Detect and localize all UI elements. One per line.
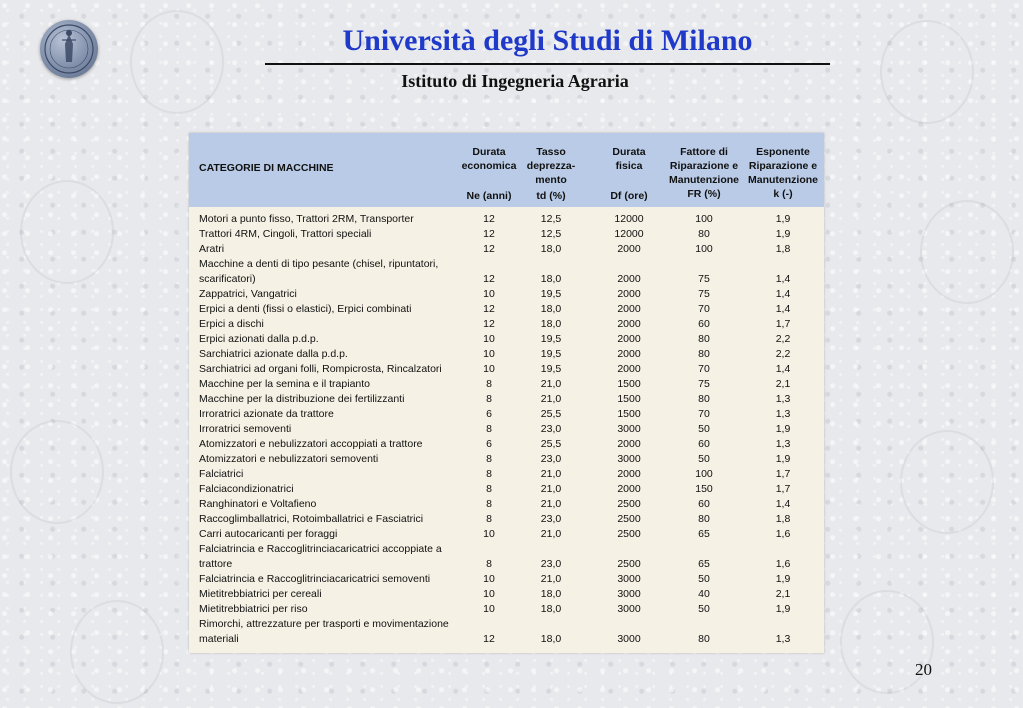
row-fr-cell: 50 [698,423,710,435]
header-fr-line1: Fattore di [680,146,728,158]
row-ne-cell: 12 [483,213,495,225]
header-td-unit: td (%) [536,190,566,202]
row-fr-cell: 100 [695,468,713,480]
row-category: Irroratrici semoventi [199,423,292,435]
title-divider [265,63,830,65]
table-row [189,572,824,587]
row-k-cell: 1,9 [775,228,791,240]
row-td-cell: 23,0 [540,558,562,570]
header-k-line1: Esponente [756,146,810,158]
row-td-cell: 25,5 [540,438,562,450]
row-df-cell: 2500 [617,513,641,525]
row-td-cell: 18,0 [540,243,562,255]
row-fr-cell: 50 [698,603,710,615]
watermark-seal [130,10,224,114]
row-fr-cell: 40 [698,588,710,600]
row-category: Motori a punto fisso, Trattori 2RM, Transporter [199,213,414,225]
table-row [189,422,824,437]
row-fr-cell: 80 [698,228,710,240]
row-fr-cell: 80 [698,393,710,405]
row-fr-cell: 65 [698,558,710,570]
row-k-cell: 1,4 [775,363,791,375]
row-category: Ranghinatori e Voltafieno [199,498,317,510]
row-category: Zappatrici, Vangatrici [199,288,297,300]
row-category: Mietitrebbiatrici per cereali [199,588,322,600]
row-k-cell: 1,8 [775,513,791,525]
table-header [189,133,824,207]
row-td-cell: 18,0 [540,588,562,600]
row-td-cell: 23,0 [540,453,562,465]
row-k-cell: 1,6 [775,528,791,540]
row-fr-cell: 80 [698,513,710,525]
header-td-line1: Tasso [536,146,566,158]
header-k-line3: Manutenzione [748,174,818,186]
row-ne-cell: 10 [483,333,495,345]
row-df-cell: 2500 [617,528,641,540]
row-fr-cell: 60 [698,498,710,510]
row-k-cell: 1,7 [775,483,791,495]
machine-categories-table [189,133,824,653]
row-k-cell: 1,9 [775,573,791,585]
watermark-seal [900,430,994,534]
header-df-line2: fisica [615,160,643,172]
row-df-cell: 2000 [617,318,641,330]
row-df-cell: 3000 [617,633,641,645]
row-category: Falciatrincia e Raccoglitrinciacaricatrici accoppiate a trattore [199,543,442,570]
header-ne-unit: Ne (anni) [466,190,512,202]
row-ne-cell: 10 [483,528,495,540]
row-k-cell: 2,1 [775,588,791,600]
row-category: Sarchiatrici azionate dalla p.d.p. [199,348,348,360]
row-df-cell: 2000 [617,243,641,255]
row-df-cell: 3000 [617,573,641,585]
row-ne-cell: 12 [483,303,495,315]
row-td-cell: 12,5 [540,228,562,240]
row-td-cell: 23,0 [540,513,562,525]
header-fr-unit: FR (%) [687,188,721,200]
row-fr-cell: 100 [695,243,713,255]
row-ne-cell: 10 [483,348,495,360]
row-td-cell: 12,5 [540,213,562,225]
row-td-cell: 21,0 [540,378,562,390]
row-td-cell: 21,0 [540,573,562,585]
row-category: Irroratrici azionate da trattore [199,408,334,420]
header-df-line1: Durata [612,146,646,158]
row-df-cell: 2000 [617,303,641,315]
row-fr-cell: 60 [698,318,710,330]
row-category: Falciacondizionatrici [199,483,294,495]
row-k-cell: 1,6 [775,558,791,570]
row-fr-cell: 60 [698,438,710,450]
row-ne-cell: 10 [483,603,495,615]
row-fr-cell: 70 [698,363,710,375]
row-k-cell: 1,7 [775,468,791,480]
row-k-cell: 1,3 [775,408,791,420]
row-k-cell: 2,1 [775,378,791,390]
row-ne-cell: 12 [483,633,495,645]
table-row [189,452,824,467]
row-df-cell: 1500 [617,378,641,390]
table-row [189,407,824,422]
table-row [189,317,824,332]
row-category: Erpici a dischi [199,318,264,330]
row-df-cell: 2500 [617,498,641,510]
table-row [189,377,824,392]
row-fr-cell: 75 [698,273,710,285]
row-df-cell: 3000 [617,588,641,600]
row-category: Erpici a denti (fissi o elastici), Erpici combinati [199,303,412,315]
table-row [189,602,824,617]
row-td-cell: 18,0 [540,603,562,615]
row-fr-cell: 100 [695,213,713,225]
row-ne-cell: 8 [486,558,492,570]
row-ne-cell: 8 [486,393,492,405]
row-fr-cell: 80 [698,348,710,360]
row-df-cell: 1500 [617,393,641,405]
row-df-cell: 2000 [617,288,641,300]
row-fr-cell: 75 [698,288,710,300]
watermark-seal [10,420,104,524]
row-df-cell: 2000 [617,483,641,495]
row-k-cell: 1,9 [775,603,791,615]
row-td-cell: 23,0 [540,423,562,435]
table-row [189,527,824,542]
table-row [189,302,824,317]
row-df-cell: 2000 [617,438,641,450]
header-k-line2: Riparazione e [748,160,818,172]
row-category: Atomizzatori e nebulizzatori semoventi [199,453,379,465]
table-row [189,617,824,647]
row-category: Sarchiatrici ad organi folli, Rompicrosta, Rincalzatori [199,363,442,375]
row-df-cell: 2000 [617,333,641,345]
row-category: Erpici azionati dalla p.d.p. [199,333,319,345]
row-category: Falciatrici [199,468,244,480]
row-k-cell: 1,4 [775,303,791,315]
row-td-cell: 19,5 [540,288,562,300]
table-row [189,332,824,347]
row-ne-cell: 10 [483,588,495,600]
table-body [189,207,824,653]
row-td-cell: 21,0 [540,528,562,540]
row-td-cell: 21,0 [540,483,562,495]
row-td-cell: 18,0 [540,633,562,645]
row-ne-cell: 10 [483,363,495,375]
row-td-cell: 18,0 [540,303,562,315]
watermark-seal [920,200,1014,304]
row-df-cell: 2000 [617,273,641,285]
row-category: Macchine per la semina e il trapianto [199,378,371,390]
row-df-cell: 12000 [614,213,644,225]
row-k-cell: 1,9 [775,453,791,465]
table-row [189,257,824,287]
row-ne-cell: 6 [486,438,492,450]
row-df-cell: 2000 [617,468,641,480]
header-td-line2: deprezza- [526,160,576,172]
table-row [189,587,824,602]
row-ne-cell: 8 [486,468,492,480]
table-row [189,392,824,407]
row-td-cell: 25,5 [540,408,562,420]
table-row [189,542,824,572]
table-row [189,287,824,302]
watermark-seal [70,600,164,704]
row-fr-cell: 75 [698,378,710,390]
page-subtitle: Istituto di Ingegneria Agraria [401,71,629,91]
table-row [189,212,824,227]
row-k-cell: 1,9 [775,213,791,225]
table-row [189,467,824,482]
header-df-unit: Df (ore) [610,190,648,202]
row-ne-cell: 8 [486,453,492,465]
table-row [189,437,824,452]
header-fr-line3: Manutenzione [669,174,739,186]
header-ne-line1: Durata [472,146,506,158]
university-seal-logo [40,20,98,78]
row-k-cell: 1,3 [775,438,791,450]
row-ne-cell: 8 [486,498,492,510]
row-k-cell: 1,3 [775,393,791,405]
row-td-cell: 21,0 [540,498,562,510]
row-k-cell: 2,2 [775,333,791,345]
table-row [189,227,824,242]
row-category: Trattori 4RM, Cingoli, Trattori speciali [199,228,372,240]
row-category: Carri autocaricanti per foraggi [199,528,338,540]
row-df-cell: 2000 [617,348,641,360]
page-title: Università degli Studi di Milano [342,24,753,57]
row-category: Macchine per la distribuzione dei fertilizzanti [199,393,405,405]
row-category: Rimorchi, attrezzature per trasporti e movimentazione materiali [199,618,449,645]
row-ne-cell: 8 [486,423,492,435]
table-row [189,482,824,497]
row-ne-cell: 12 [483,273,495,285]
row-df-cell: 2000 [617,363,641,375]
table-row [189,362,824,377]
header-td-line3: mento [535,174,567,186]
row-fr-cell: 70 [698,408,710,420]
row-k-cell: 1,4 [775,288,791,300]
watermark-seal [20,180,114,284]
row-k-cell: 2,2 [775,348,791,360]
row-ne-cell: 8 [486,483,492,495]
row-ne-cell: 8 [486,513,492,525]
row-td-cell: 19,5 [540,363,562,375]
row-fr-cell: 50 [698,453,710,465]
table-row [189,242,824,257]
row-ne-cell: 6 [486,408,492,420]
watermark-seal [880,20,974,124]
row-td-cell: 19,5 [540,333,562,345]
row-df-cell: 3000 [617,453,641,465]
row-td-cell: 18,0 [540,273,562,285]
row-k-cell: 1,4 [775,498,791,510]
row-df-cell: 2500 [617,558,641,570]
row-k-cell: 1,4 [775,273,791,285]
row-ne-cell: 12 [483,318,495,330]
row-fr-cell: 150 [695,483,713,495]
row-category: Aratri [199,243,225,255]
row-td-cell: 21,0 [540,393,562,405]
header-k-unit: k (-) [773,188,793,200]
row-df-cell: 3000 [617,423,641,435]
row-ne-cell: 12 [483,228,495,240]
row-df-cell: 1500 [617,408,641,420]
table-row [189,512,824,527]
header-fr-line2: Riparazione e [669,160,739,172]
row-df-cell: 12000 [614,228,644,240]
row-ne-cell: 10 [483,288,495,300]
row-k-cell: 1,3 [775,633,791,645]
table-row [189,497,824,512]
row-category: Falciatrincia e Raccoglitrinciacaricatrici semoventi [199,573,431,585]
page-number: 20 [915,660,932,679]
row-df-cell: 3000 [617,603,641,615]
row-ne-cell: 8 [486,378,492,390]
row-k-cell: 1,8 [775,243,791,255]
row-fr-cell: 65 [698,528,710,540]
row-ne-cell: 12 [483,243,495,255]
table-row [189,347,824,362]
row-fr-cell: 80 [698,333,710,345]
row-category: Atomizzatori e nebulizzatori accoppiati a trattore [199,438,423,450]
row-category: Raccoglimballatrici, Rotoimballatrici e Fasciatrici [199,513,424,525]
row-fr-cell: 50 [698,573,710,585]
row-category: Mietitrebbiatrici per riso [199,603,308,615]
row-category: Macchine a denti di tipo pesante (chisel, ripuntatori, scarificatori) [199,258,439,285]
row-td-cell: 19,5 [540,348,562,360]
row-k-cell: 1,7 [775,318,791,330]
row-ne-cell: 10 [483,573,495,585]
header-ne-line2: economica [461,160,517,172]
row-td-cell: 18,0 [540,318,562,330]
header-category: CATEGORIE DI MACCHINE [199,162,334,174]
row-fr-cell: 70 [698,303,710,315]
row-td-cell: 21,0 [540,468,562,480]
row-fr-cell: 80 [698,633,710,645]
row-k-cell: 1,9 [775,423,791,435]
